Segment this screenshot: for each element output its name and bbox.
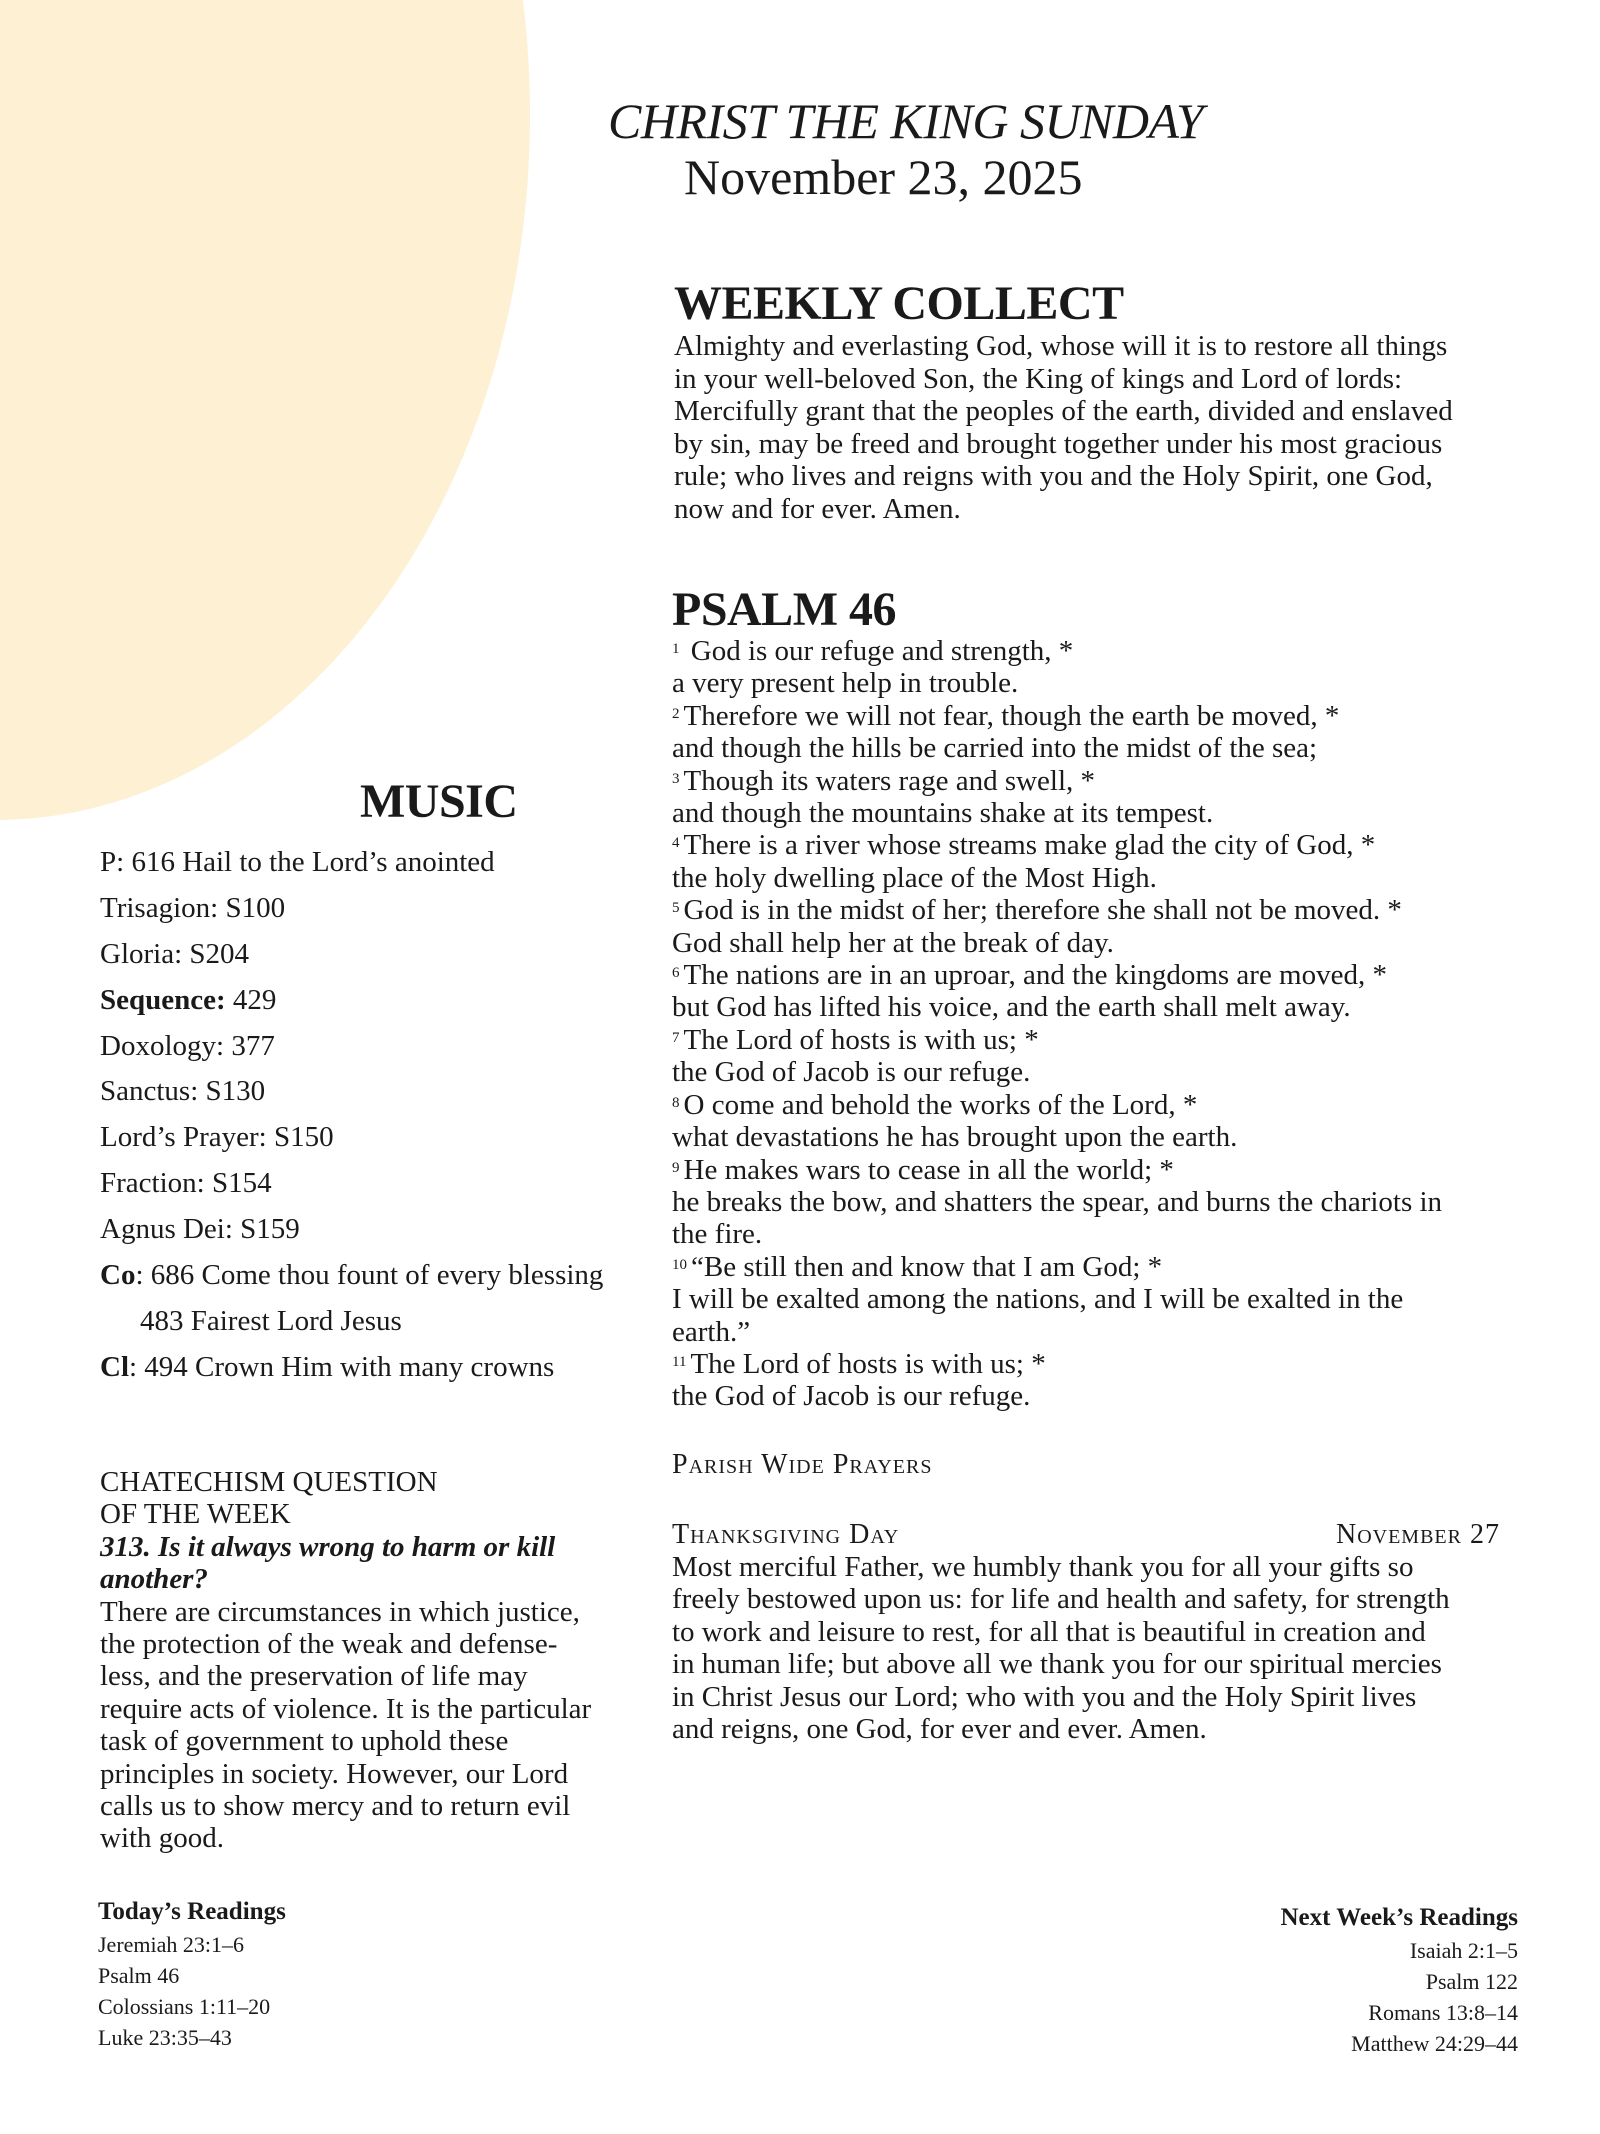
verse-7: $^7$ The Lord of hosts is with us; * xyxy=(672,1023,1039,1056)
verse-4: $^4$ There is a river whose streams make glad the city of God, * xyxy=(672,829,1376,862)
prayer-line: freely bestowed upon us: for life and health and safety, for strength xyxy=(672,1583,1450,1616)
music-item: Co: 686 Come thou fount of every blessing xyxy=(100,1259,604,1292)
verse-1: $^1$ God is our refuge and strength, * xyxy=(672,635,1074,667)
collect-heading: WEEKLY COLLECT xyxy=(674,277,1124,330)
music-item: Sequence: 429 xyxy=(100,983,277,1016)
collect-line: by sin, may be freed and brought together under his most gracious xyxy=(674,427,1443,460)
verse-number: 7 xyxy=(672,1029,680,1046)
verse-line: earth.” xyxy=(672,1315,751,1348)
prayer-line: in human life; but above all we thank you for our spiritual mercies xyxy=(672,1648,1442,1681)
reading-item: Psalm 46 xyxy=(98,1963,180,1988)
verse-9: $^9$ He makes wars to cease in all the world; * xyxy=(672,1153,1174,1186)
prayer-line: Most merciful Father, we humbly thank you for all your gifts so xyxy=(672,1550,1414,1583)
catechism-answer-line: the protection of the weak and defense- xyxy=(100,1628,558,1661)
verse-line: God shall help her at the break of day. xyxy=(672,926,1114,959)
catechism-section xyxy=(100,1466,640,1855)
psalm-heading: PSALM 46 xyxy=(672,583,896,636)
verse-line: the holy dwelling place of the Most High. xyxy=(672,861,1157,894)
verse-number: 4 xyxy=(672,835,680,852)
music-item: Lord’s Prayer: S150 xyxy=(100,1121,334,1154)
reading-item: Romans 13:8–14 xyxy=(1368,2000,1518,2025)
verse-number: 8 xyxy=(672,1094,680,1111)
verse-number: 11 xyxy=(672,1353,687,1370)
prayer-occasion-date: November 27 xyxy=(1335,1518,1500,1550)
collect-line: now and for ever. Amen. xyxy=(674,492,961,525)
weekly-collect xyxy=(674,277,1534,525)
reading-item: Luke 23:35–43 xyxy=(98,2025,232,2050)
psalm-section xyxy=(672,583,1552,1746)
verse-line: he breaks the bow, and shatters the spear, and burns the chariots in xyxy=(672,1185,1443,1218)
music-item: Trisagion: S100 xyxy=(100,891,286,924)
collect-line: Almighty and everlasting God, whose will it is to restore all things xyxy=(674,330,1448,362)
reading-item: Matthew 24:29–44 xyxy=(1351,2031,1518,2056)
music-item: Doxology: 377 xyxy=(100,1029,275,1062)
verse-line: a very present help in trouble. xyxy=(672,667,1019,700)
collect-body xyxy=(674,330,1534,525)
verse-10: $^{10}$ “Be still then and know that I am God; * xyxy=(672,1250,1163,1283)
verse-number: 1 xyxy=(672,641,680,657)
catechism-answer-line: There are circumstances in which justice, xyxy=(100,1595,580,1628)
catechism-answer-line: with good. xyxy=(100,1822,225,1855)
catechism-heading: CHATECHISM QUESTION xyxy=(100,1466,438,1498)
prayer-line: in Christ Jesus our Lord; who with you and the Holy Spirit lives xyxy=(672,1680,1417,1713)
reading-item: Jeremiah 23:1–6 xyxy=(98,1932,245,1957)
verse-number: 5 xyxy=(672,900,680,917)
music-item: P: 616 Hail to the Lord’s anointed xyxy=(100,846,495,878)
verse-line: the fire. xyxy=(672,1218,763,1251)
music-item: Gloria: S204 xyxy=(100,937,250,970)
verse-line: but God has lifted his voice, and the earth shall melt away. xyxy=(672,991,1351,1024)
verse-line: the God of Jacob is our refuge. xyxy=(672,1380,1031,1413)
verse-11: $^{11}$ The Lord of hosts is with us; * xyxy=(672,1347,1046,1380)
prayer-body xyxy=(672,1551,1522,1746)
music-item: 483 Fairest Lord Jesus xyxy=(140,1304,402,1337)
todays-readings-heading: Today’s Readings xyxy=(98,1898,286,1925)
page-title: CHRIST THE KING SUNDAY xyxy=(608,93,1204,149)
verse-number: 3 xyxy=(672,770,680,787)
verse-6: $^6$ The nations are in an uproar, and the kingdoms are moved, * xyxy=(672,959,1387,992)
catechism-heading: OF THE WEEK xyxy=(100,1498,291,1531)
prayer-occasion: Thanksgiving Day xyxy=(672,1518,900,1550)
catechism-question: another? xyxy=(100,1563,208,1596)
music-item: Cl: 494 Crown Him with many crowns xyxy=(100,1350,555,1383)
catechism-answer-line: task of government to uphold these xyxy=(100,1725,509,1758)
verse-number: 10 xyxy=(672,1256,687,1273)
music-item: Sanctus: S130 xyxy=(100,1075,266,1108)
music-item: Fraction: S154 xyxy=(100,1167,272,1200)
todays-readings xyxy=(98,1896,286,2053)
next-weeks-readings-heading: Next Week’s Readings xyxy=(1280,1904,1518,1931)
catechism-answer-line: require acts of violence. It is the particular xyxy=(100,1692,592,1725)
catechism-answer-line: calls us to show mercy and to return evil xyxy=(100,1790,571,1823)
music-item: Agnus Dei: S159 xyxy=(100,1213,300,1246)
prayer-line: to work and leisure to rest, for all that is beautiful in creation and xyxy=(672,1615,1426,1648)
verse-line: and though the mountains shake at its tempest. xyxy=(672,797,1214,830)
verse-line: and though the hills be carried into the midst of the sea; xyxy=(672,732,1318,765)
reading-item: Isaiah 2:1–5 xyxy=(1409,1938,1518,1963)
page-date: November 23, 2025 xyxy=(684,149,1083,205)
verse-line: the God of Jacob is our refuge. xyxy=(672,1056,1031,1089)
next-weeks-readings xyxy=(1281,1902,1519,2059)
music-list xyxy=(100,840,660,1391)
catechism-answer-line: less, and the preservation of life may xyxy=(100,1660,528,1693)
verse-number: 2 xyxy=(672,705,680,722)
collect-line: in your well-beloved Son, the King of kings and Lord of lords: xyxy=(674,362,1403,395)
verse-3: $^3$ Though its waters rage and swell, * xyxy=(672,764,1096,797)
collect-line: Mercifully grant that the peoples of the earth, divided and enslaved xyxy=(674,395,1453,427)
decorative-circle xyxy=(0,0,530,820)
verse-line: what devastations he has brought upon the earth. xyxy=(672,1121,1238,1154)
music-heading: MUSIC xyxy=(360,775,518,828)
collect-line: rule; who lives and reigns with you and the Holy Spirit, one God, xyxy=(674,460,1433,492)
verse-number: 6 xyxy=(672,965,680,982)
verse-2: $^2$ Therefore we will not fear, though the earth be moved, * xyxy=(672,699,1340,732)
prayer-line: and reigns, one God, for ever and ever. Amen. xyxy=(672,1713,1207,1746)
verse-line: I will be exalted among the nations, and I will be exalted in the xyxy=(672,1283,1404,1316)
prayer-occasion-row xyxy=(672,1519,1500,1551)
catechism-answer-line: principles in society. However, our Lord xyxy=(100,1757,569,1790)
psalm-verses xyxy=(672,635,1552,1413)
reading-item: Colossians 1:11–20 xyxy=(98,1994,271,2019)
verse-5: $^5$ God is in the midst of her; therefore she shall not be moved. * xyxy=(672,894,1402,927)
verse-8: $^8$ O come and behold the works of the Lord, * xyxy=(672,1088,1198,1121)
verse-number: 9 xyxy=(672,1159,680,1176)
catechism-question: 313. Is it always wrong to harm or kill xyxy=(100,1530,556,1563)
reading-item: Psalm 122 xyxy=(1425,1969,1518,1994)
prayers-heading: Parish Wide Prayers xyxy=(672,1448,933,1480)
